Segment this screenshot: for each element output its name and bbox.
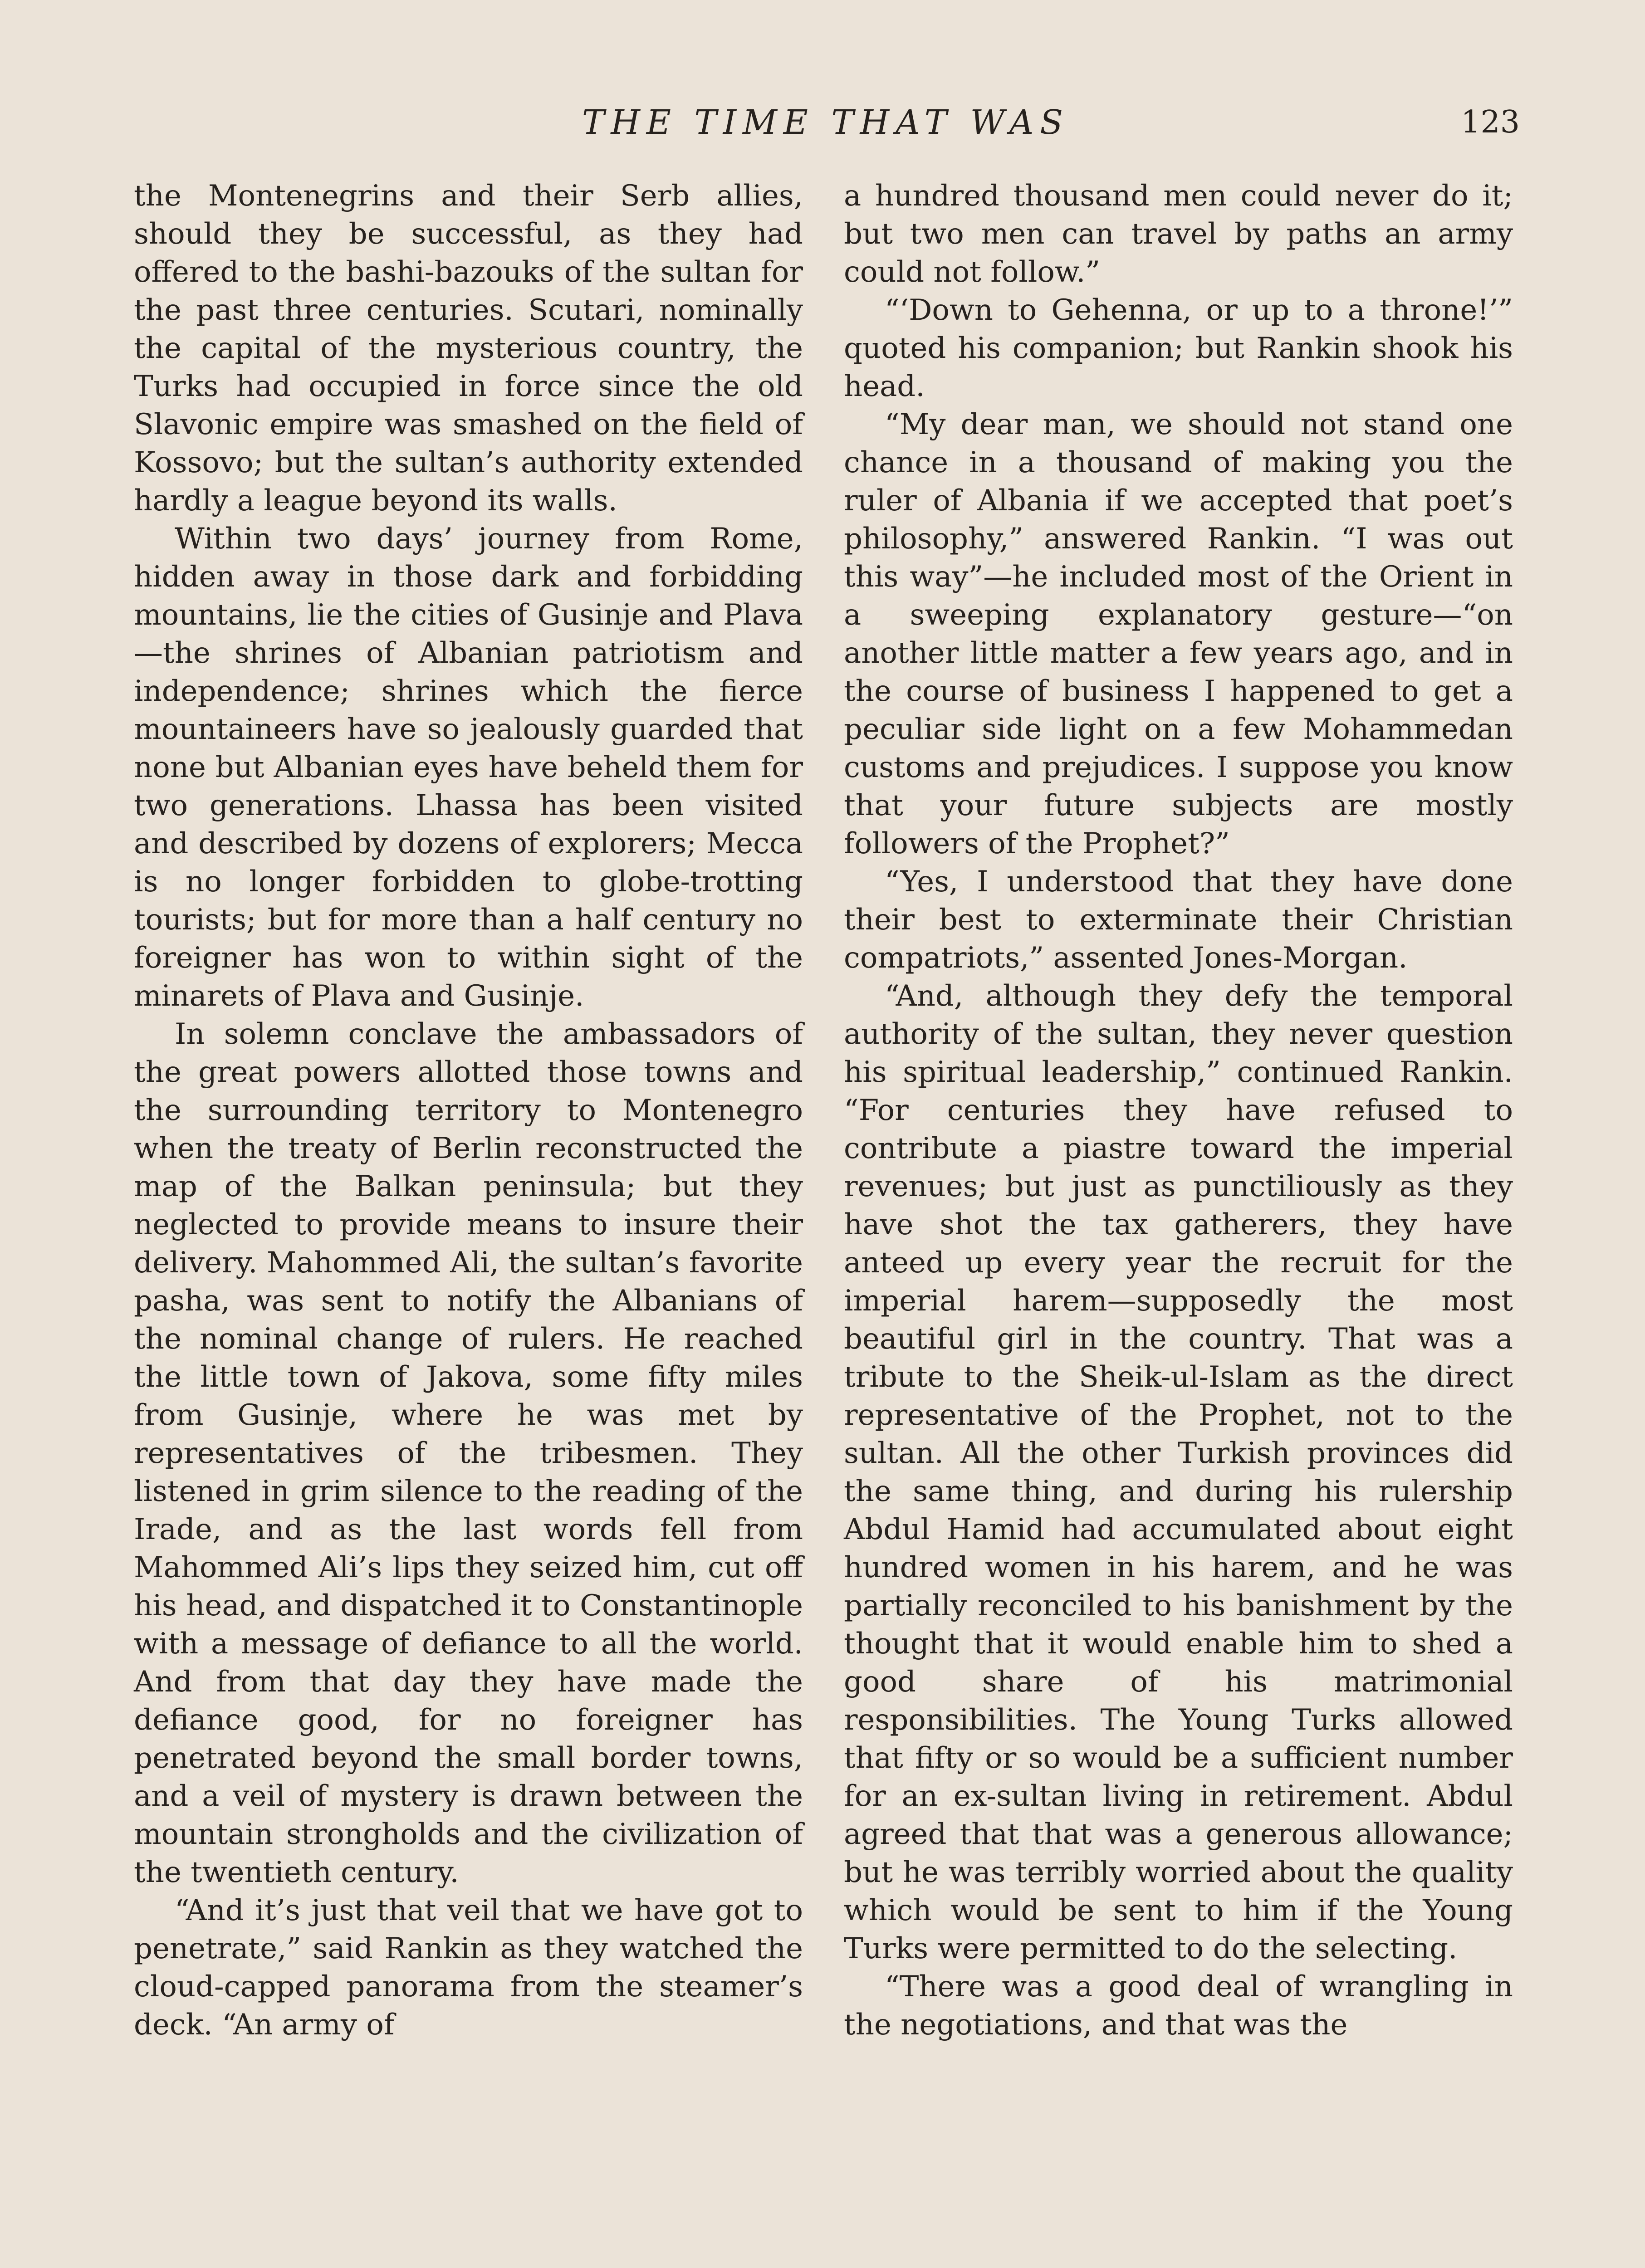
paragraph: “‘Down to Gehenna, or up to a throne!’” quoted his companion; but Rankin shook his head. xyxy=(844,293,1513,403)
paragraph: “Yes, I understood that they have done their best to exterminate their Christian compatriots,” assented Jones-Morgan. xyxy=(844,865,1513,975)
paragraph: “My dear man, we should not stand one chance in a thousand of making you the ruler of Albania if we accepted that poet’s philosophy,” answered Rankin. “I was out this way”—he included most of the Orient in a sweeping explanatory gesture—“on another little matter a few years ago, and in the course of business I happened to get a peculiar side light on a few Mohammedan customs and prejudices. I suppose you know that your future subjects are mostly followers of the Prophet?” xyxy=(844,408,1513,860)
running-title: THE TIME THAT WAS xyxy=(582,103,1069,142)
paragraph: “And it’s just that veil that we have got to penetrate,” said Rankin as they watched the cloud-capped panorama from the steamer’s deck. “An army of xyxy=(134,1894,803,2042)
paragraph: “And, although they defy the temporal authority of the sultan, they never question his spiritual leadership,” continued Rankin. “For centuries they have refused to contribute a piastre toward the imperial revenues; but just as punctiliously as they have shot the tax gatherers, they have anteed up every year the recruit for the imperial harem—supposedly the most beautiful girl in the country. That was a tribute to the Sheik-ul-Islam as the direct representative of the Prophet, not to the sultan. All the other Turkish provinces did the same thing, and during his rulership Abdul Hamid had accumulated about eight hundred women in his harem, and he was partially reconciled to his banishment by the thought that it would enable him to shed a good share of his matrimonial responsibilities. The Young Turks allowed that fifty or so would be a sufficient number for an ex-sultan living in retirement. Abdul agreed that that was a generous allowance; but he was terribly worried about the quality which would be sent to him if the Young Turks were permitted to do the selecting. xyxy=(844,979,1513,1965)
paragraph: a hundred thousand men could never do it; but two men can travel by paths an army could not follow.” xyxy=(844,179,1513,289)
paragraph: In solemn conclave the ambassadors of the great powers allotted those towns and the surrounding territory to Montenegro when the treaty of Berlin reconstructed the map of the Balkan peninsula; but they neglected to provide means to insure their delivery. Mahommed Ali, the sultan’s favorite pasha, was sent to notify the Albanians of the nominal change of rulers. He reached the little town of Jakova, some fifty miles from Gusinje, where he was met by representatives of the tribesmen. They listened in grim silence to the reading of the Irade, and as the last words fell from Mahommed Ali’s lips they seized him, cut off his head, and dispatched it to Constantinople with a message of defiance to all the world. And from that day they have made the defiance good, for no foreigner has penetrated beyond the small border towns, and a veil of mystery is drawn between the mountain strongholds and the civilization of the twentieth century. xyxy=(134,1017,803,1889)
right-column xyxy=(844,177,1513,2044)
paragraph: the Montenegrins and their Serb allies, should they be successful, as they had offered to the bashi-bazouks of the sultan for the past three centuries. Scutari, nominally the capital of the mysterious country, the Turks had occupied in force since the old Slavonic empire was smashed on the field of Kossovo; but the sultan’s authority extended hardly a league beyond its walls. xyxy=(134,179,803,518)
page-number: 123 xyxy=(1461,104,1520,140)
left-column xyxy=(134,177,803,2044)
paragraph: Within two days’ journey from Rome, hidden away in those dark and forbidding mountains, lie the cities of Gusinje and Plava—the shrines of Albanian patriotism and independence; shrines which the fierce mountaineers have so jealously guarded that none but Albanian eyes have beheld them for two generations. Lhassa has been visited and described by dozens of explorers; Mecca is no longer forbidden to globe-trotting tourists; but for more than a half century no foreigner has won to within sight of the minarets of Plava and Gusinje. xyxy=(134,522,803,1013)
page-header xyxy=(132,98,1520,147)
paragraph: “There was a good deal of wrangling in the negotiations, and that was the xyxy=(844,1970,1513,2042)
